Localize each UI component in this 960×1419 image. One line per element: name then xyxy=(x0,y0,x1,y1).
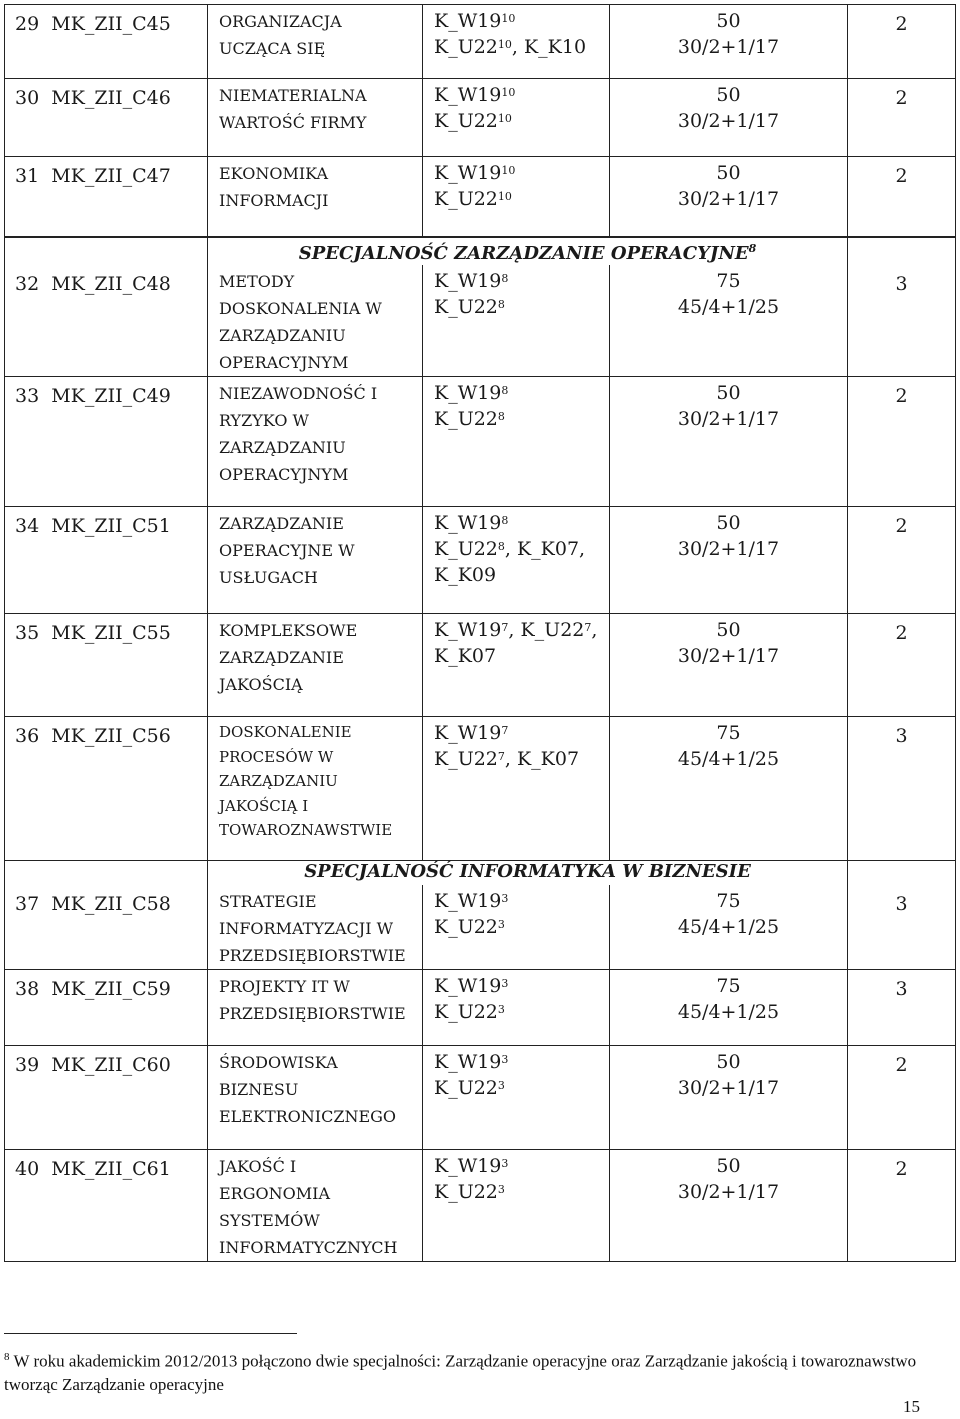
effects-line xyxy=(434,1153,609,1179)
course-code: MK_ZII_C49 xyxy=(51,385,171,407)
learning-effects-cell xyxy=(423,377,610,507)
course-row xyxy=(5,885,956,970)
learning-effects-cell xyxy=(423,885,610,970)
effect-superscript: 7 xyxy=(501,621,509,634)
total-hours: 75 xyxy=(716,890,741,912)
effect-text: K_W19 xyxy=(434,1051,502,1073)
course-name-line: METODY xyxy=(219,272,295,291)
course-row xyxy=(5,157,956,237)
effect-text: K_U22 xyxy=(434,748,498,770)
course-rows-spec2 xyxy=(5,861,956,1262)
effects-line xyxy=(434,720,609,746)
ects-cell xyxy=(848,970,956,1046)
course-name-line: DOSKONALENIE xyxy=(219,723,352,741)
effect-text: K_W19 xyxy=(434,619,502,641)
effect-superscript: 10 xyxy=(497,190,512,203)
course-name-line: ZARZĄDZANIU xyxy=(219,326,346,345)
course-code: MK_ZII_C61 xyxy=(51,1158,171,1180)
course-code: MK_ZII_C48 xyxy=(51,273,171,295)
effect-superscript: 3 xyxy=(497,1003,505,1016)
course-name-line: BIZNESU xyxy=(219,1080,299,1099)
course-code: MK_ZII_C51 xyxy=(51,515,171,537)
total-hours: 50 xyxy=(716,10,741,32)
effect-text: K_U22 xyxy=(434,916,498,938)
effect-superscript: 8 xyxy=(497,540,505,553)
effect-superscript: 8 xyxy=(501,384,509,397)
course-name-line: ZARZĄDZANIE xyxy=(219,648,344,667)
effects-line xyxy=(434,82,609,108)
effect-superscript: 3 xyxy=(497,1183,505,1196)
effect-text: K_W19 xyxy=(434,10,502,32)
course-name-line: INFORMACJI xyxy=(219,191,329,210)
ects-points: 2 xyxy=(895,515,908,537)
effects-line xyxy=(434,34,609,60)
course-row xyxy=(5,507,956,614)
footnote-reference: 8 xyxy=(748,242,757,255)
course-row xyxy=(5,377,956,507)
row-number: 35 xyxy=(15,622,40,644)
course-name-line: EKONOMIKA xyxy=(219,164,328,183)
learning-effects-cell xyxy=(423,1150,610,1262)
total-hours: 50 xyxy=(716,84,741,106)
course-name-line: NIEMATERIALNA xyxy=(219,86,367,105)
course-name-cell xyxy=(208,507,423,614)
effect-text: K_W19 xyxy=(434,1155,502,1177)
ects-cell xyxy=(848,507,956,614)
hours-cell xyxy=(610,1046,848,1150)
hours-breakdown: 45/4+1/25 xyxy=(677,296,780,318)
course-name-line: UCZĄCA SIĘ xyxy=(219,39,326,58)
row-number: 38 xyxy=(15,978,40,1000)
effect-superscript: 10 xyxy=(501,86,516,99)
footnote-rule xyxy=(4,1333,297,1334)
course-row xyxy=(5,970,956,1046)
effect-text: K_K09 xyxy=(434,564,497,586)
specialization-title-text: SPECJALNOŚĆ INFORMATYKA W BIZNESIE xyxy=(304,861,751,882)
effects-line xyxy=(434,380,609,406)
spec-header-left xyxy=(5,861,208,886)
effect-superscript: 3 xyxy=(501,892,509,905)
course-code: MK_ZII_C56 xyxy=(51,725,171,747)
effect-superscript: 8 xyxy=(497,410,505,423)
hours-cell xyxy=(610,265,848,377)
effect-text: K_U22 xyxy=(434,36,498,58)
ects-points: 3 xyxy=(895,978,908,1000)
effects-line xyxy=(434,914,609,940)
course-code: MK_ZII_C60 xyxy=(51,1054,171,1076)
effect-text: K_W19 xyxy=(434,162,502,184)
effect-text: K_U22 xyxy=(434,1181,498,1203)
course-name-cell xyxy=(208,5,423,79)
hours-cell xyxy=(610,79,848,157)
course-code: MK_ZII_C55 xyxy=(51,622,171,644)
spec-header-right xyxy=(848,861,956,886)
hours-cell xyxy=(610,614,848,717)
hours-breakdown: 45/4+1/25 xyxy=(677,916,780,938)
hours-breakdown: 30/2+1/17 xyxy=(677,645,780,667)
footnote xyxy=(4,1346,924,1396)
effect-superscript: 3 xyxy=(497,1079,505,1092)
effect-text: K_K07 xyxy=(434,645,497,667)
course-id-cell xyxy=(5,507,208,614)
course-name-line: ZARZĄDZANIU xyxy=(219,438,346,457)
effects-line xyxy=(434,973,609,999)
course-name-line: JAKOŚCIĄ I xyxy=(219,796,309,815)
hours-breakdown: 30/2+1/17 xyxy=(677,110,780,132)
course-name-cell xyxy=(208,614,423,717)
effects-line xyxy=(434,294,609,320)
course-name-line: OPERACYJNYM xyxy=(219,465,349,484)
effect-superscript: 8 xyxy=(501,272,509,285)
hours-cell xyxy=(610,1150,848,1262)
course-name-cell xyxy=(208,377,423,507)
effect-text: K_W19 xyxy=(434,382,502,404)
ects-cell xyxy=(848,885,956,970)
effect-superscript: 10 xyxy=(501,164,516,177)
learning-effects-cell xyxy=(423,507,610,614)
spec-header-left xyxy=(5,238,208,266)
learning-effects-cell xyxy=(423,614,610,717)
effect-superscript: 3 xyxy=(501,1053,509,1066)
course-code: MK_ZII_C59 xyxy=(51,978,171,1000)
spec-header-right xyxy=(848,238,956,266)
hours-breakdown: 30/2+1/17 xyxy=(677,1077,780,1099)
course-code: MK_ZII_C45 xyxy=(51,13,171,35)
ects-points: 2 xyxy=(895,1158,908,1180)
course-name-line: ZARZĄDZANIU xyxy=(219,772,338,790)
effect-text: , K_K10 xyxy=(511,36,587,58)
total-hours: 50 xyxy=(716,619,741,641)
course-id-cell xyxy=(5,717,208,861)
course-name-line: PRZEDSIĘBIORSTWIE xyxy=(219,1004,406,1023)
row-number: 32 xyxy=(15,273,40,295)
course-name-line: ELEKTRONICZNEGO xyxy=(219,1107,397,1126)
effects-line xyxy=(434,406,609,432)
course-code: MK_ZII_C47 xyxy=(51,165,171,187)
ects-cell xyxy=(848,717,956,861)
course-id-cell xyxy=(5,377,208,507)
learning-effects-cell xyxy=(423,5,610,79)
ects-points: 2 xyxy=(895,385,908,407)
effects-line xyxy=(434,617,609,643)
ects-cell xyxy=(848,1150,956,1262)
effect-superscript: 3 xyxy=(497,918,505,931)
total-hours: 75 xyxy=(716,722,741,744)
row-number: 31 xyxy=(15,165,40,187)
course-name-cell xyxy=(208,717,423,861)
course-id-cell xyxy=(5,1150,208,1262)
hours-cell xyxy=(610,377,848,507)
hours-breakdown: 45/4+1/25 xyxy=(677,748,780,770)
total-hours: 50 xyxy=(716,1051,741,1073)
hours-cell xyxy=(610,5,848,79)
effects-line xyxy=(434,746,609,772)
course-id-cell xyxy=(5,265,208,377)
effect-superscript: 3 xyxy=(501,1157,509,1170)
effect-text: K_U22 xyxy=(434,408,498,430)
effects-line xyxy=(434,999,609,1025)
effect-superscript: 8 xyxy=(497,298,505,311)
effect-text: K_U22 xyxy=(434,1001,498,1023)
course-name-line: ZARZĄDZANIE xyxy=(219,514,344,533)
course-name-cell xyxy=(208,157,423,237)
ects-cell xyxy=(848,1046,956,1150)
ects-cell xyxy=(848,157,956,237)
ects-points: 2 xyxy=(895,1054,908,1076)
effect-text: , K_U22 xyxy=(508,619,585,641)
specialization-title xyxy=(208,238,848,266)
course-name-cell xyxy=(208,885,423,970)
course-name-line: PROJEKTY IT W xyxy=(219,977,350,996)
course-name-line: ŚRODOWISKA xyxy=(219,1053,338,1072)
hours-breakdown: 30/2+1/17 xyxy=(677,538,780,560)
effects-line xyxy=(434,186,609,212)
effects-line xyxy=(434,108,609,134)
ects-cell xyxy=(848,265,956,377)
hours-breakdown: 30/2+1/17 xyxy=(677,188,780,210)
effects-line xyxy=(434,643,609,669)
effects-line xyxy=(434,510,609,536)
course-name-cell xyxy=(208,970,423,1046)
row-number: 34 xyxy=(15,515,40,537)
effect-superscript: 10 xyxy=(497,38,512,51)
learning-effects-cell xyxy=(423,717,610,861)
footnote-mark: 8 xyxy=(4,1351,10,1363)
effect-text: , K_K07 xyxy=(504,748,580,770)
learning-effects-cell xyxy=(423,1046,610,1150)
course-name-line: PRZEDSIĘBIORSTWIE xyxy=(219,946,406,965)
course-id-cell xyxy=(5,885,208,970)
total-hours: 75 xyxy=(716,975,741,997)
effect-text: K_U22 xyxy=(434,1077,498,1099)
course-code: MK_ZII_C46 xyxy=(51,87,171,109)
ects-cell xyxy=(848,614,956,717)
course-row xyxy=(5,614,956,717)
total-hours: 50 xyxy=(716,1155,741,1177)
row-number: 30 xyxy=(15,87,40,109)
effects-line xyxy=(434,536,609,562)
course-name-line: ERGONOMIA xyxy=(219,1184,330,1203)
course-name-cell xyxy=(208,1150,423,1262)
total-hours: 75 xyxy=(716,270,741,292)
ects-points: 2 xyxy=(895,622,908,644)
specialization-header-row xyxy=(5,861,956,886)
course-code: MK_ZII_C58 xyxy=(51,893,171,915)
effect-superscript: 7 xyxy=(584,621,592,634)
course-table xyxy=(4,4,956,1262)
course-row xyxy=(5,265,956,377)
course-id-cell xyxy=(5,79,208,157)
course-id-cell xyxy=(5,614,208,717)
course-id-cell xyxy=(5,970,208,1046)
course-name-line: INFORMATYZACJI W xyxy=(219,919,394,938)
course-name-cell xyxy=(208,1046,423,1150)
course-name-line: JAKOŚĆ I xyxy=(219,1157,297,1176)
effect-text: K_W19 xyxy=(434,270,502,292)
hours-cell xyxy=(610,885,848,970)
effect-superscript: 3 xyxy=(501,977,509,990)
effects-line xyxy=(434,1049,609,1075)
hours-cell xyxy=(610,157,848,237)
effect-text: K_U22 xyxy=(434,188,498,210)
learning-effects-cell xyxy=(423,265,610,377)
course-name-line: KOMPLEKSOWE xyxy=(219,621,358,640)
effect-text: K_W19 xyxy=(434,512,502,534)
effect-superscript: 10 xyxy=(497,112,512,125)
effects-line xyxy=(434,1075,609,1101)
course-name-line: ORGANIZACJA xyxy=(219,12,342,31)
hours-breakdown: 45/4+1/25 xyxy=(677,1001,780,1023)
course-name-line: STRATEGIE xyxy=(219,892,317,911)
hours-breakdown: 30/2+1/17 xyxy=(677,408,780,430)
effect-text: K_W19 xyxy=(434,84,502,106)
learning-effects-cell xyxy=(423,79,610,157)
effects-line xyxy=(434,1179,609,1205)
effect-text: , K_K07, xyxy=(504,538,586,560)
course-name-line: JAKOŚCIĄ xyxy=(219,675,303,694)
total-hours: 50 xyxy=(716,382,741,404)
course-name-cell xyxy=(208,79,423,157)
effects-line xyxy=(434,8,609,34)
row-number: 36 xyxy=(15,725,40,747)
hours-cell xyxy=(610,970,848,1046)
effects-line xyxy=(434,160,609,186)
hours-cell xyxy=(610,717,848,861)
ects-points: 2 xyxy=(895,87,908,109)
specialization-title-text: SPECJALNOŚĆ ZARZĄDZANIE OPERACYJNE xyxy=(298,243,749,264)
effect-text: K_W19 xyxy=(434,890,502,912)
row-number: 37 xyxy=(15,893,40,915)
course-name-cell xyxy=(208,265,423,377)
effect-text: K_U22 xyxy=(434,538,498,560)
effects-line xyxy=(434,562,609,588)
course-row xyxy=(5,717,956,861)
row-number: 39 xyxy=(15,1054,40,1076)
hours-breakdown: 30/2+1/17 xyxy=(677,1181,780,1203)
course-name-line: OPERACYJNYM xyxy=(219,353,349,372)
effect-text: K_U22 xyxy=(434,296,498,318)
course-name-line: TOWAROZNAWSTWIE xyxy=(219,821,393,839)
effect-text: K_W19 xyxy=(434,975,502,997)
hours-breakdown: 30/2+1/17 xyxy=(677,36,780,58)
footnote-text: W roku akademickim 2012/2013 połączono dwie specjalności: Zarządzanie operacyjne oraz Zarządzanie jakością i towaroznawstwo tworząc Zarządzanie operacyjne xyxy=(4,1351,917,1394)
total-hours: 50 xyxy=(716,162,741,184)
course-id-cell xyxy=(5,157,208,237)
course-row xyxy=(5,79,956,157)
effect-superscript: 7 xyxy=(497,750,505,763)
row-number: 40 xyxy=(15,1158,40,1180)
course-name-line: DOSKONALENIA W xyxy=(219,299,382,318)
ects-points: 3 xyxy=(895,725,908,747)
effect-text: K_U22 xyxy=(434,110,498,132)
effect-text: , xyxy=(591,619,598,641)
effect-superscript: 8 xyxy=(501,514,509,527)
ects-points: 2 xyxy=(895,165,908,187)
hours-cell xyxy=(610,507,848,614)
ects-cell xyxy=(848,5,956,79)
effect-superscript: 7 xyxy=(501,724,509,737)
course-name-line: WARTOŚĆ FIRMY xyxy=(219,113,367,132)
page-number: 15 xyxy=(903,1397,920,1416)
course-rows-general xyxy=(5,5,956,237)
course-name-line: SYSTEMÓW xyxy=(219,1211,320,1230)
specialization-header-row xyxy=(5,238,956,266)
course-rows-spec1 xyxy=(5,238,956,861)
specialization-title xyxy=(208,861,848,886)
course-name-line: USŁUGACH xyxy=(219,568,318,587)
learning-effects-cell xyxy=(423,157,610,237)
ects-cell xyxy=(848,377,956,507)
course-id-cell xyxy=(5,5,208,79)
total-hours: 50 xyxy=(716,512,741,534)
ects-points: 3 xyxy=(895,893,908,915)
learning-effects-cell xyxy=(423,970,610,1046)
ects-cell xyxy=(848,79,956,157)
course-row xyxy=(5,5,956,79)
course-id-cell xyxy=(5,1046,208,1150)
effect-text: K_W19 xyxy=(434,722,502,744)
ects-points: 3 xyxy=(895,273,908,295)
course-name-line: INFORMATYCZNYCH xyxy=(219,1238,398,1257)
effects-line xyxy=(434,888,609,914)
course-row xyxy=(5,1150,956,1262)
ects-points: 2 xyxy=(895,13,908,35)
course-name-line: RYZYKO W xyxy=(219,411,309,430)
effects-line xyxy=(434,268,609,294)
row-number: 29 xyxy=(15,13,40,35)
effect-superscript: 10 xyxy=(501,12,516,25)
row-number: 33 xyxy=(15,385,40,407)
course-name-line: NIEZAWODNOŚĆ I xyxy=(219,384,378,403)
course-name-line: PROCESÓW W xyxy=(219,747,334,766)
course-name-line: OPERACYJNE W xyxy=(219,541,355,560)
course-row xyxy=(5,1046,956,1150)
